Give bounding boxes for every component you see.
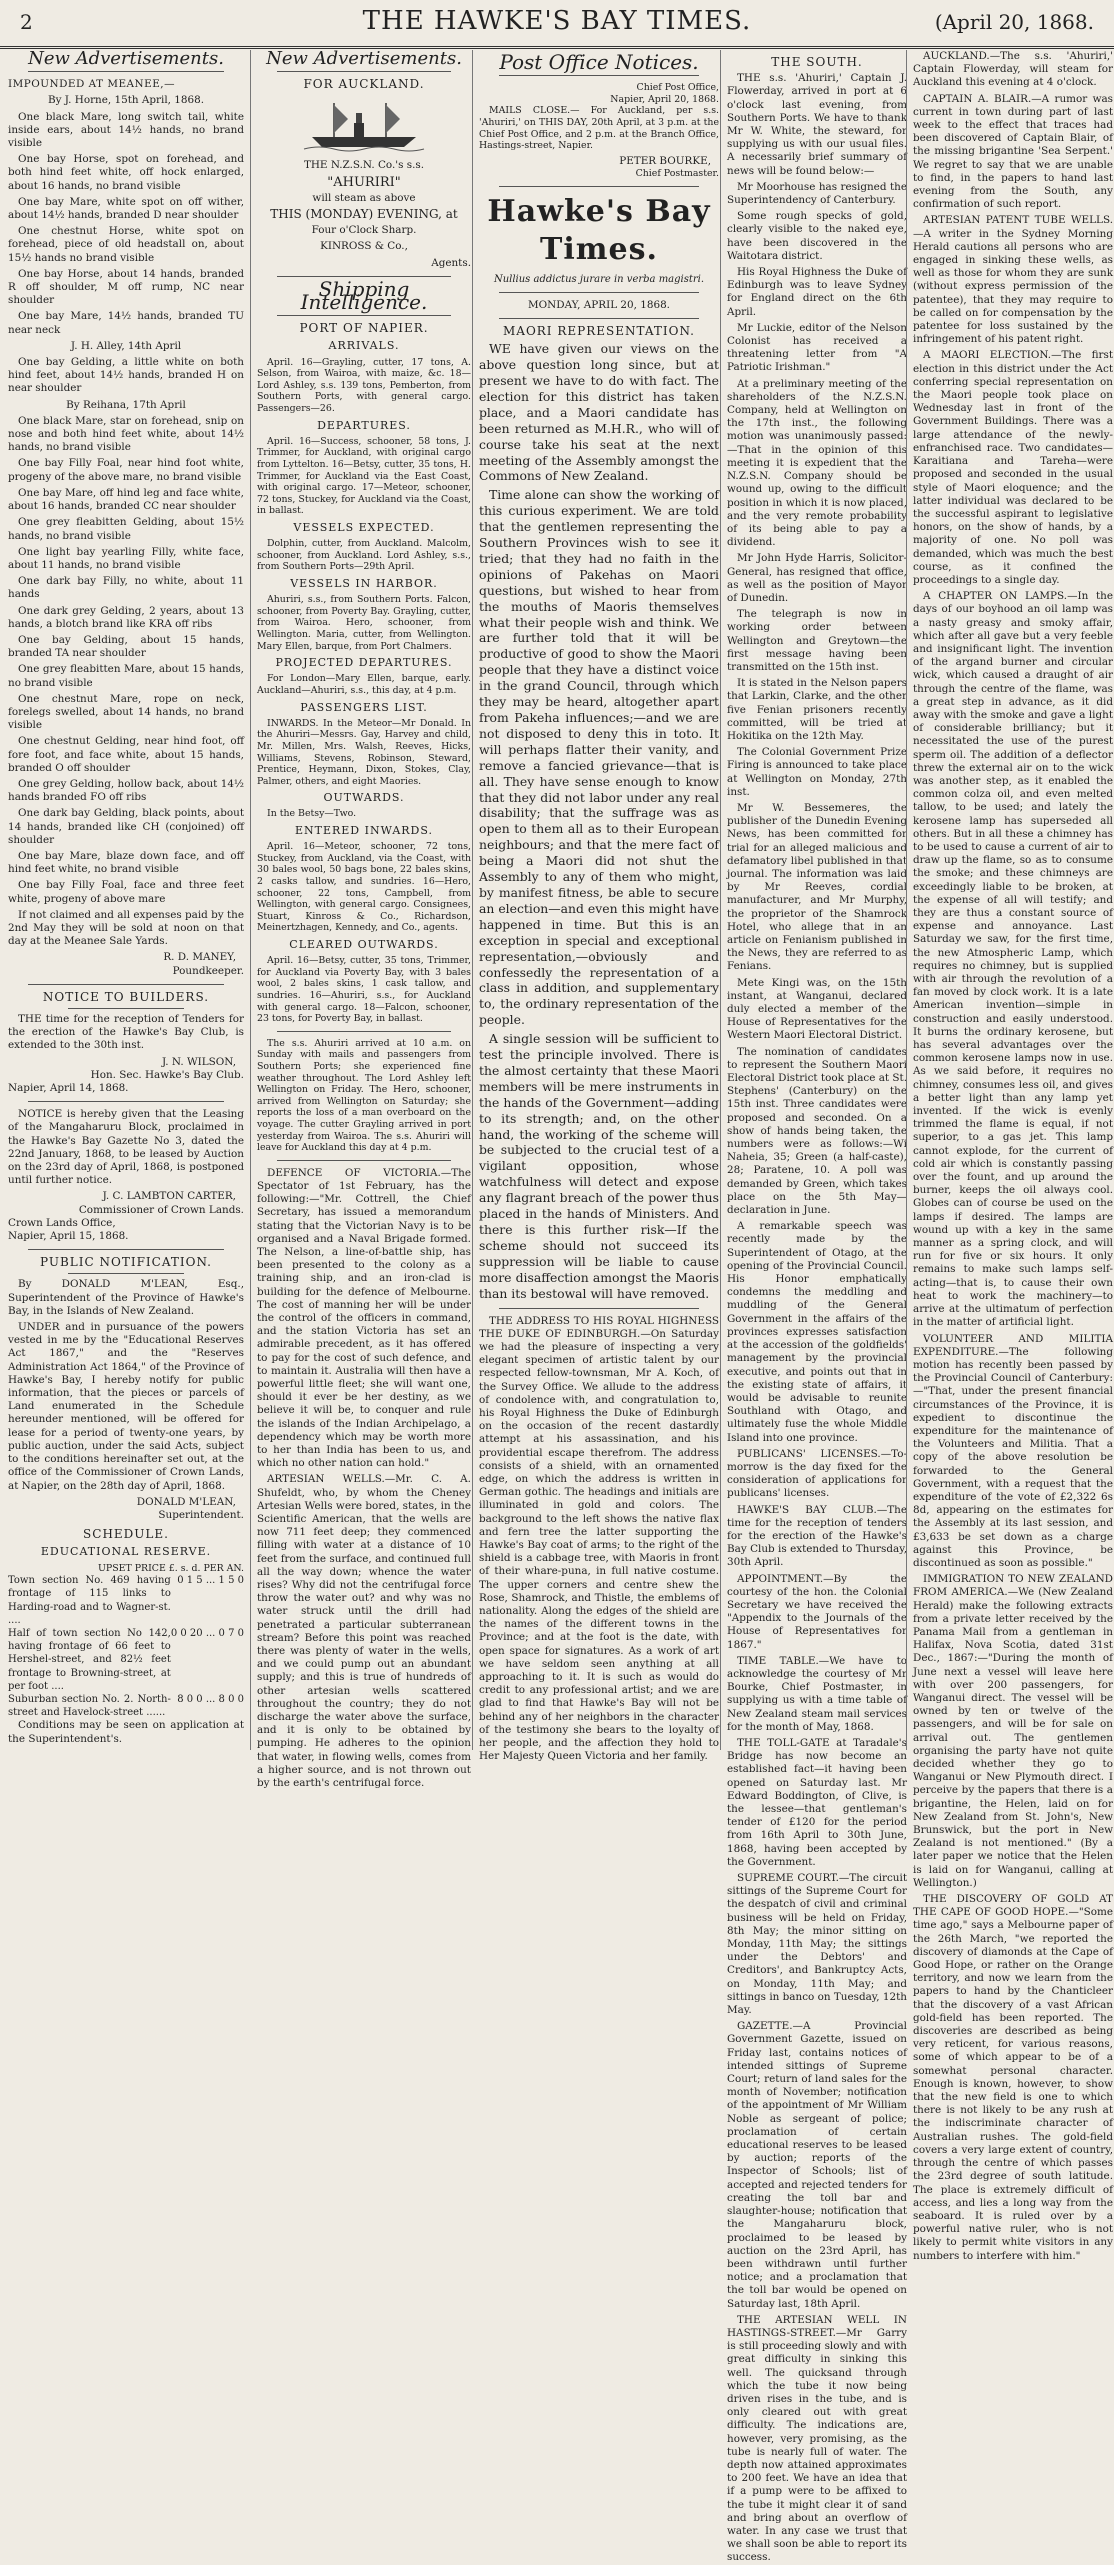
outwards-text: In the Betsy—Two. bbox=[267, 808, 357, 820]
auckland-ship-name: "AHURIRI" bbox=[327, 174, 401, 190]
schedule-table bbox=[8, 1574, 244, 1719]
steamship-icon bbox=[304, 97, 424, 153]
cleared-text: April. 16—Betsy, cutter, 35 tons, Trimmer, for Auckland via Poverty Bay, with 3 bales wool, 2 bales skins, 1 cask tallow, and sundries. 16—Ahuriri, s.s., for Auckland with general cargo. 18—Falcon, schooner, 23 tons, for Poverty Bay, in ballast. bbox=[257, 955, 471, 1025]
public-text: UNDER and in pursuance of the powers vested in me by the "Educational Reserves Act 1867," and the "Reserves Administration Act 1864," of the Province of Hawke's Bay, I hereby notify for public information, that the pieces or parcels of Land enumerated in the Schedule hereunder mentioned, will be offered for lease for a period of twenty-one years, by public auction, under the said Acts, subject to the conditions hereinafter set out, at the office of the Commissioner of Crown Lands, at Napier, on the 28th day of April, 1868. bbox=[8, 1321, 244, 1492]
post-office-title: Post Office Notices. bbox=[499, 50, 699, 74]
news-paragraph: The nomination of candidates to represent the Southern Maori Electoral District took place at St. Stephens' (Canterbury) on the 15th inst. Three candidates were proposed and seconded. On a show of hands being taken, the numbers were as follows:—Wi Naheia, 35; Green (a half-caste), 28; Paratene, 10. A poll was demanded by Green, which takes place on the 5th May—declaration in June. bbox=[727, 1045, 907, 1217]
divider bbox=[499, 318, 699, 319]
masthead bbox=[0, 0, 1114, 49]
news-paragraph: Mr Luckie, editor of the Nelson Colonist has received a threatening letter from "A Patriotic Irishman." bbox=[727, 321, 907, 374]
expected-text: Dolphin, cutter, from Auckland. Malcolm, schooner, from Auckland. Lord Ashley, s.s., from Southern Ports—29th April. bbox=[257, 538, 471, 573]
section-title: New Advertisements. bbox=[266, 48, 462, 69]
news-paragraph: SUPREME COURT.—The circuit sittings of the Supreme Court for the despatch of civil and criminal business will be held on Friday, 8th May; the minor sitting on Monday, 11th May; the sittings under the Debtors' and Creditors', and Bankruptcy Acts, on Monday, 11th May; and sittings in banco on Tuesday, 12th May. bbox=[727, 1872, 907, 2017]
schedule-row bbox=[8, 1693, 244, 1719]
impounded-item: One bay Filly Foal, near hind foot white, progeny of the above mare, no brand visible bbox=[8, 457, 244, 483]
impounded-item: One grey Gelding, hollow back, about 14½ hands branded FO off ribs bbox=[8, 777, 244, 804]
auckland-agent: KINROSS & Co., bbox=[320, 240, 408, 253]
schedule-row bbox=[8, 1627, 244, 1693]
entered-heading: ENTERED INWARDS. bbox=[294, 824, 434, 838]
post-office-date: Napier, April 20, 1868. bbox=[610, 93, 719, 105]
schedule-columns: UPSET PRICE £. s. d. PER AN. bbox=[98, 1562, 244, 1574]
post-office-place: Chief Post Office, bbox=[636, 82, 719, 94]
news-paragraph: Mr W. Bessemeres, the publisher of the Dunedin Evening News, has been committed for trial for an alleged malicious and defamatory libel published in that journal. The information was laid by Mr Reeves, cordial manufacturer, and Mr Murphy, the proprietor of the Shamrock Hotel, who allege that in an article on Fenianism published in the News, they are referred to as Fenians. bbox=[727, 801, 907, 973]
entered-text: April. 16—Meteor, schooner, 72 tons, Stuckey, from Auckland, via the Coast, with 30 bales wool, 50 bags bone, 22 bales skins, 2 casks tallow, and sundries. 16—Hero, schooner, 22 tons, Campbell, from Wellington, with general cargo. Consignees, Stuart, Kinross & Co., Richardson, Meinertzhagen, Kennedy, and Co., agents. bbox=[257, 841, 471, 934]
news-paragraph: Mete Kingi was, on the 15th instant, at Wanganui, declared duly elected a member of the House of Representatives for the Western Maori Electoral District. bbox=[727, 976, 907, 1042]
column-2 bbox=[250, 48, 477, 1790]
news-paragraph: A CHAPTER ON LAMPS.—In the days of our boyhood an oil lamp was a nasty greasy and smoky affair, which after all gave but a very feeble and insignificant light. The invention of the argand burner and circular wick, which caused a draught of air through the centre of the flame, was a great step in advance, as it did away with the smoke and gave a light of considerable brilliancy; but it necessitated the use of the purest sperm oil. The addition of a deflector threw the external air on to the wick was another step, as it enabled the common colza oil, and even melted tallow, to be used; and lately the kerosene lamp has superseded all others. But in all these a chimney has to be used to cause a current of air to draw up the flame, so as to consume the smoke; and these chimneys are exceedingly liable to be broken, at the expense of all will testify; and they are thus a constant source of expense and annoyance. Last Saturday we saw, for the first time, the new Atmospheric Lamp, which requires no chimney, but is supplied with air through the revolution of a fan moved by clock work. It is a late American invention—simple in construction and easily understood. It burns the ordinary kerosene, but has several advantages over the common kerosene lamps now in use. As we said before, it requires no chimney, consumes less oil, and gives a better light than any lamp yet invented. If the wick is evenly trimmed the flame is equal, if not superior, to a gas jet. This lamp cannot explode, for the current of cold air which is constantly passing over the fount, and up around the burner, keeps the oil always cool. Globes can of course be used on the lamps if desired. The lamps are wound up with a key in the same manner as a spring clock, and will run for five or six hours. It only remains to make such lamps self-acting—that is, to cause their own heat to work the machinery—to arrive at the ultimatum of perfection in the matter of artificial light. bbox=[913, 590, 1113, 1329]
article-paragraph: WE have given our views on the above question long since, but at present we have to do with fact. The election for this district has taken place, and a Maori candidate has been returned as M.H.R., who will of course take his seat at the next meeting of the Assembly amongst the Commons of New Zealand. bbox=[479, 341, 719, 484]
news-paragraph: At a preliminary meeting of the shareholders of the N.Z.S.N. Company, held at Wellington on the 17th inst., the following motion was unanimously passed:—That in the opinion of this meeting it is expedient that the N.Z.S.N. Company should be wound up, owing to the difficult position in which it is now placed, and the very remote probability of its being able to pay a dividend. bbox=[727, 377, 907, 549]
impounded-by: By Reihana, 17th April bbox=[66, 398, 186, 411]
news-paragraph: CAPTAIN A. BLAIR.—A rumor was current in town during part of last week to the effect that traces had been discovered of Captain Blair, of the missing brigantine 'Sea Serpent.' We regret to say that we are unable to find, in the papers to hand last evening from the South, any confirmation of such report. bbox=[913, 92, 1113, 211]
news-paragraph: HAWKE'S BAY CLUB.—The time for the reception of tenders for the erection of the Hawke's Bay Club is extended to Thursday, 30th April. bbox=[727, 1503, 907, 1569]
news-paragraph: A remarkable speech was recently made by the Superintendent of Otago, at the opening of the Provincial Council. His Honor emphatically condemns the meddling and muddling of the General Government in the affairs of the provinces expresses satisfaction at the accession of the goldfields' management by the provincial executive, and points out that in the existing state of affairs, it would be advisable to reunite Southland with Otago, and ultimately fuse the whole Middle Island into one province. bbox=[727, 1220, 907, 1444]
impounded-item: One grey fleabitten Gelding, about 15½ hands, no brand visible bbox=[8, 516, 244, 542]
article-paragraph: A single session will be sufficient to test the principle involved. There is the almost certainty that these Maori members will be mere instruments in the hands of the Government—adding to its strength; and, on the other hand, the working of the scheme will be subjected to the crucial test of a vigilant opposition, whose watchfulness will detect and expose any flagrant breach of the power thus placed in the hands of Ministers. And there is this further risk—If the scheme should not succeed its suppression will be liable to cause more disaffection amongst the Maoris than its bestowal will have removed. bbox=[479, 1031, 719, 1301]
news-paragraph: GAZETTE.—A Provincial Government Gazette, issued on Friday last, contains notices of intended sittings of Supreme Court; return of land sales for the month of November; notification of the appointment of Mr William Noble as sergeant of police; proclamation of certain educational reserves to be leased by auction; reports of the Inspector of Schools; list of accepted and rejected tenders for creating the toll bar and slaughter-house; notification that the Mangaharuru block, proclaimed to be leased by auction on the 23rd April, has been withdrawn until further notice; and a proclamation that the toll bar would be opened on Saturday last, 18th April. bbox=[727, 2020, 907, 2310]
auckland-line2: will steam as above bbox=[312, 191, 416, 204]
public-signature: DONALD M'LEAN, bbox=[136, 1495, 236, 1508]
passengers-heading: PASSENGERS LIST. bbox=[300, 700, 428, 714]
departures-heading: DEPARTURES. bbox=[317, 418, 411, 432]
arrivals-heading: ARRIVALS. bbox=[328, 339, 400, 353]
news-paragraph: THE ARTESIAN WELL IN HASTINGS-STREET.—Mr Garry is still proceeding slowly and with great difficulty in sinking this well. The quicksand through which the tube it now being driven rises in the tube, and is only cleared out with great difficulty. The indications are, however, very promising, as the tube is nearly full of water. The depth now attained approximates to 200 feet. We have an idea that if a pump were to be affixed to the tube it might clear it of sand and bring about an overflow of water. In any case we trust that we shall soon be able to report its success. bbox=[727, 2313, 907, 2564]
news-paragraph: PUBLICANS' LICENSES.—To-morrow is the day fixed for the consideration of applications for publicans' licenses. bbox=[727, 1447, 907, 1500]
address-article: THE ADDRESS TO HIS ROYAL HIGHNESS THE DUKE OF EDINBURGH.—On Saturday we had the pleasure of inspecting a very elegant specimen of artistic talent by our respected fellow-townsman, Mr A. Koch, of the Survey Office. We allude to the address of condolence with, and congratulation to, his Royal Highness the Duke of Edinburgh on the occasion of the recent dastardly attempt at his assassination, and his providential escape therefrom. The address consists of a shield, with an ornamented edge, on which the address is written in German gothic. The headings and initials are illuminated in gold and colors. The background to the left shows the native flax and fern tree the latter supporting the Hawke's Bay coat of arms; to the right of the shield is a cabbage tree, with Maoris in front of their whare-puna, in full native costume. The upper corners and centre shew the Rose, Shamrock, and Thistle, the emblems of nationality. Along the edges of the shield are the names of the different towns in the Province; and at the foot is the date, with open space for signatures. As a work of art we have seldom seen anything at all approaching to it. It is such as would do credit to any professional artist; and we are glad to find that Hawke's Bay will not be behind any of her neighbors in the character of the testimony she bears to the loyalty of her people, and the affection they hold to Her Majesty Queen Victoria and her family. bbox=[479, 1314, 719, 1763]
builders-heading: NOTICE TO BUILDERS. bbox=[42, 989, 210, 1004]
news-paragraph: ARTESIAN PATENT TUBE WELLS.—A writer in the Sydney Morning Herald cautions all persons who are engaged in sinking these wells, as well as those for whom they are sunk (without express permission of the patentee), that they may require to be called on for compensation by the patentee for loss sustained by the infringement of his patent right. bbox=[913, 214, 1113, 346]
impounded-item: One chestnut Gelding, near hind foot, off fore foot, and face white, about 15 hands, branded O off shoulder bbox=[8, 735, 244, 774]
divider bbox=[277, 315, 451, 316]
paper-motto: Nullius addictus jurare in verba magistri. bbox=[493, 273, 705, 285]
schedule-desc: Town section No. 469 having frontage of 115 links to Harding-road and to Wagner-st. .... bbox=[8, 1575, 171, 1626]
schedule-heading: SCHEDULE. bbox=[83, 1527, 169, 1542]
public-heading: PUBLIC NOTIFICATION. bbox=[40, 1255, 212, 1270]
column-1 bbox=[8, 50, 250, 1750]
section-title: New Advertisements. bbox=[28, 48, 224, 69]
divider bbox=[277, 1160, 451, 1161]
south-heading: THE SOUTH. bbox=[771, 55, 863, 69]
divider bbox=[28, 984, 224, 985]
schedule-row bbox=[8, 1574, 244, 1627]
outwards-heading: OUTWARDS. bbox=[323, 791, 405, 805]
auckland-heading: FOR AUCKLAND. bbox=[303, 77, 425, 92]
column-4 bbox=[720, 50, 913, 2564]
builders-date: Napier, April 14, 1868. bbox=[8, 1082, 129, 1095]
impounded-list-reihana bbox=[8, 415, 244, 906]
impounded-item: One bay Filly Foal, face and three feet white, progeny of above mare bbox=[8, 879, 244, 905]
builders-title: Hon. Sec. Hawke's Bay Club. bbox=[90, 1068, 244, 1081]
impounded-item: One bay Horse, spot on forehead, and both hind feet white, off hock enlarged, about 16 hands, no brand visible bbox=[8, 153, 244, 192]
divider bbox=[28, 1101, 224, 1102]
impounded-item: One light bay yearling Filly, white face, about 11 hands, no brand visible bbox=[8, 545, 244, 571]
news-paragraph: THE s.s. 'Ahuriri,' Captain J. Flowerday, arrived in port at 6 o'clock last evening, from Southern Ports. We have to thank Mr W. White, the steward, for supplying us with our usual files. A necessarily brief summary of news will be found below:— bbox=[727, 72, 907, 177]
impounded-by: By J. Horne, 15th April, 1868. bbox=[47, 94, 205, 107]
pound-title: Poundkeeper. bbox=[172, 964, 244, 977]
divider bbox=[499, 75, 699, 76]
news-paragraph: The telegraph is now in working order between Wellington and Greytown—the first message having been transmitted on the 15th inst. bbox=[727, 608, 907, 673]
impounded-item: One bay Gelding, about 15 hands, branded TA near shoulder bbox=[8, 633, 244, 660]
issue-date-header: (April 20, 1868. bbox=[934, 10, 1094, 34]
news-paragraph: THE DISCOVERY OF GOLD AT THE CAPE OF GOOD HOPE.—"Some time ago," says a Melbourne paper of the 26th March, "we reported the discovery of diamonds at the Cape of Good Hope, or rather on the Orange territory, and now we learn from the papers to hand by the Chanticleer that the discovery of a vast African gold-field has been reported. The discoveries are described as being very reticent, for various reasons, some of which appear to be of a somewhat personal character. Enough is known, however, to show that the new field is one to which there is not likely to be any rush at the indiscriminate character of Australian rushes. The gold-field covers a very large extent of country, through the centre of which passes the 23rd degree of south latitude. The place is extremely difficult of access, and lies a long way from the seaboard. It is ruled over by a powerful native ruler, who is not likely to permit white visitors in any numbers to interfere with him." bbox=[913, 1893, 1113, 2262]
impounded-item: One bay Gelding, a little white on both hind feet, about 14½ hands, branded H on near shoulder bbox=[8, 356, 244, 395]
notice-text: NOTICE is hereby given that the Leasing of the Mangaharuru Block, proclaimed in the Hawke's Bay Gazette No 3, dated the 22nd January, 1868, to be leased by Auction on the 23rd day of April, 1868, is postponed until further notice. bbox=[8, 1108, 244, 1187]
divider bbox=[277, 71, 451, 72]
news-paragraph: The Colonial Government Prize Firing is announced to take place at Wellington on Monday, 27th inst. bbox=[727, 746, 907, 798]
schedule-amount: 8 0 0 ... 8 0 0 bbox=[177, 1693, 244, 1705]
news-paragraph: APPOINTMENT.—By the courtesy of the hon. the Colonial Secretary we have received the "Appendix to the Journals of the House of Representatives for 1867." bbox=[727, 1572, 907, 1651]
news-paragraph: VOLUNTEER AND MILITIA EXPENDITURE.—The following motion has recently been passed by the Provincial Council of Canterbury:—"That, under the present financial circumstances of the Province, it is expedient to discontinue the expenditure for the maintenance of the Volunteers and Militia. That a copy of the above resolution be forwarded to the General Government, with a request that the expenditure of the vote of £2,322 6s 8d, appearing on the estimates for the Assembly at its last session, and £3,633 be set down as a charge against this Province, be discontinued as soon as possible." bbox=[913, 1332, 1113, 1569]
arrivals-text: April. 16—Grayling, cutter, 17 tons, A. Selson, from Wairoa, with maize, &c. 18—Lord Ashley, s.s. 139 tons, Pemberton, from Southern Ports, with general cargo. Passengers—26. bbox=[257, 356, 471, 415]
article-paragraph: Time alone can show the working of this curious experiment. We are told that the gentlemen representing the Southern Provinces wish to see it tried; that they had no faith in the opinions of Pakehas on Maori questions, but wished to hear from the mouths of Maoris themselves what their people wish and think. We are further told that it will be productive of good to show the Maori people that they have a distinct voice in the grand Council, through which they may be heard, altogether apart from Pakeha influences;—and we are not disposed to deny this in toto. It will perhaps flatter their vanity, and remove a fancied grievance—that is all. They have sense enough to know that they did not labor under any real disability; that the suffrage was as open to them all as to their European neighbours; and that the mere fact of being a Maori did not shut the Assembly to any of them who might, by manifest fitness, be able to secure an election—and even this might have happened in time. But this is an exception in special and exceptional representation,—obviously and confessedly the representation of a class in addition, and supplementary to, the ordinary representation of the people. bbox=[479, 487, 719, 1028]
schedule-desc: Half of town section No 142, having frontage of 66 feet to Hershel-street, and 82½ feet frontage to Browning-street, at per foot .... bbox=[8, 1627, 171, 1692]
impounded-item: One grey fleabitten Mare, about 15 hands, no brand visible bbox=[8, 663, 244, 689]
divider bbox=[499, 292, 699, 293]
divider bbox=[68, 1273, 184, 1274]
divider bbox=[499, 1308, 699, 1309]
news-paragraph: THE TOLL-GATE at Taradale's Bridge has now become an established fact—it having been opened on Saturday last. Mr Edward Boddington, of Clive, is the lessee—that gentleman's tender of £120 for the period from 16th April to 30th June, 1868, having been accepted by the Government. bbox=[727, 1736, 907, 1868]
issue-date: MONDAY, APRIL 20, 1868. bbox=[528, 298, 670, 311]
divider bbox=[499, 186, 699, 187]
news-paragraph: A MAORI ELECTION.—The first election in this district under the Act conferring special representation on the Maori people took place on Wednesday last in front of the Government Buildings. There was a large attendance of the newly-enfranchised race. Two candidates—Karaitiana and Tareha—were proposed and seconded in the usual style of Maori eloquence; and the latter individual was declared to be the successful aspirant to legislative honors, on the show of hands, by a majority of one. No poll was demanded, which was much the best course, as it confined the proceedings to a single day. bbox=[913, 349, 1113, 586]
divider bbox=[68, 1008, 184, 1009]
departures-text: April. 16—Success, schooner, 58 tons, J. Trimmer, for Auckland, with original cargo from Lyttelton. 16—Betsy, cutter, 35 tons, H. Trimmer, for Auckland via the East Coast, with original cargo. 17—Meteor, schooner, 72 tons, Stuckey, for Auckland via the Coast, in ballast. bbox=[257, 435, 471, 517]
passengers-text: INWARDS. In the Meteor—Mr Donald. In the Ahuriri—Messrs. Gay, Harvey and child, Mr. Millen, Mrs. Walsh, Reeves, Hicks, Williams, Stevens, Robinson, Steward, Prentice, Heymann, Dixon, Stokes, Clay, Palmer, others, and eight Maories. bbox=[257, 717, 471, 787]
news-paragraph: Mr John Hyde Harris, Solicitor-General, has resigned that office, as well as the position of Mayor of Dunedin. bbox=[727, 552, 907, 604]
shipping-title: Shipping Intelligence. bbox=[300, 276, 428, 315]
public-by: By DONALD M'LEAN, Esq., Superintendent of the Province of Hawke's Bay, in the Islands of New Zealand. bbox=[8, 1278, 244, 1317]
shipping-news: The s.s. Ahuriri arrived at 10 a.m. on Sunday with mails and passengers from Southern Ports; she experienced fine weather throughout. The Lord Ashley left Wellington on Friday. The Hero, schooner, arrived from Wellington on Saturday; she reports the loss of a man overboard on the voyage. The cutter Grayling arrived in port yesterday from Wairoa. The s.s. Ahuriri will leave for Auckland this day at 4 p.m. bbox=[257, 1037, 471, 1154]
divider bbox=[28, 71, 224, 72]
impounded-item: One bay Mare, off hind leg and face white, about 16 hands, branded CC near shoulder bbox=[8, 486, 244, 513]
impounded-item: One dark grey Gelding, 2 years, about 13 hands, a blotch brand like KRA off ribs bbox=[8, 604, 244, 630]
post-signature-title: Chief Postmaster. bbox=[635, 167, 719, 179]
news-paragraph: Mr Moorhouse has resigned the Superintendency of Canterbury. bbox=[727, 180, 907, 207]
auckland-line3: THIS (MONDAY) EVENING, at bbox=[270, 207, 458, 222]
harbor-text: Ahuriri, s.s., from Southern Ports. Falcon, schooner, from Poverty Bay. Grayling, cutter, from Wairoa. Hero, schooner, from Wellington. Maria, cutter, from Wellington. Mary Ellen, barque, from Port Chalmers. bbox=[257, 594, 471, 652]
news-paragraph: TIME TABLE.—We have to acknowledge the courtesy of Mr Bourke, Chief Postmaster, in supplying us with a time table of New Zealand steam mail services for the month of May, 1868. bbox=[727, 1654, 907, 1733]
artesian-article: ARTESIAN WELLS.—Mr. C. A. Shufeldt, who, by whom the Cheney Artesian Wells were bored, states, in the Scientific American, that the wells are now 711 feet deep; they commenced filling with water at a distance of 10 feet from the surface, and continued full all the way down; whence the water rises? Why did not the centrifugal force throw the water out? and why was no water struck until the drill had penetrated a particular subterranean stream? Before this point was reached there was plenty of water in the wells, and we could pump out an abundant supply; and this is true of hundreds of other artesian wells scattered throughout the country; they do not discharge the water above the surface, and it is only to be obtained by pumping. He adheres to the opinion that water, in flowing wells, comes from a higher source, and is not thrown out by the earth's centrifugal force. bbox=[257, 1473, 471, 1790]
builders-text: THE time for the reception of Tenders for the erection of the Hawke's Bay Club, is extended to the 30th inst. bbox=[8, 1013, 244, 1052]
impounded-list-alley bbox=[8, 356, 244, 396]
notice-date: Napier, April 15, 1868. bbox=[8, 1230, 129, 1243]
column-5 bbox=[906, 50, 1113, 2262]
news-paragraph: His Royal Highness the Duke of Edinburgh was to leave Sydney for England direct on the 6th April. bbox=[727, 266, 907, 318]
schedule-conditions: Conditions may be seen on application at the Superintendent's. bbox=[8, 1719, 244, 1745]
projected-heading: PROJECTED DEPARTURES. bbox=[275, 656, 453, 670]
auckland-line1: THE N.Z.S.N. Co.'s s.s. bbox=[303, 159, 425, 172]
auckland-agents-label: Agents. bbox=[431, 256, 471, 269]
port-heading: PORT OF NAPIER. bbox=[299, 321, 429, 336]
schedule-subheading: EDUCATIONAL RESERVE. bbox=[40, 1545, 212, 1559]
projected-text: For London—Mary Ellen, barque, early. Auckland—Ahuriri, s.s., this day, at 4 p.m. bbox=[257, 673, 471, 696]
schedule-desc: Suburban section No. 2. North-street and Havelock-street ...... bbox=[8, 1693, 171, 1719]
schedule-amount: 0 0 20 ... 0 7 0 bbox=[170, 1627, 244, 1639]
impounded-item: One bay Mare, blaze down face, and off hind feet white, no brand visible bbox=[8, 849, 244, 876]
article-heading: MAORI REPRESENTATION. bbox=[502, 323, 695, 338]
paper-title: Hawke's Bay Times. bbox=[487, 193, 711, 267]
leading-article bbox=[479, 341, 719, 1301]
newspaper-title: THE HAWKE'S BAY TIMES. bbox=[362, 6, 752, 36]
impounded-item: One chestnut Mare, rope on neck, forelegs swelled, about 14 hands, no brand visible bbox=[8, 692, 244, 732]
impounded-item: One dark bay Filly, no white, about 11 hands bbox=[8, 575, 244, 601]
divider bbox=[28, 1249, 224, 1250]
news-paragraph: IMMIGRATION TO NEW ZEALAND FROM AMERICA.—We (New Zealand Herald) make the following extracts from a private letter received by the Panama Mail from a gentleman in Halifax, Nova Scotia, dated 31st Dec., 1867:—"During the month of June next a vessel will leave here with over 200 passengers, for Wanganui direct. The vessel will be owned by ten or twelve of the passengers, and will be for sale on arrival out. The gentlemen organising the party have not quite decided whether they go to Wanganui or New Plymouth direct. I perceive by the papers that there is a brigantine, the Helen, laid on for New Zealand from St. John's, New Brunswick, but the port in New Zealand is not mentioned." (By a later paper we notice that the Helen is laid on for Wanganui, calling at Wellington.) bbox=[913, 1573, 1113, 1889]
notice-office: Crown Lands Office, bbox=[8, 1216, 116, 1229]
pound-note: If not claimed and all expenses paid by the 2nd May they will be sold at noon on that day at the Meanee Sale Yards. bbox=[8, 908, 244, 948]
expected-heading: VESSELS EXPECTED. bbox=[293, 520, 435, 534]
south-news bbox=[727, 72, 907, 2564]
pound-signature: R. D. MANEY, bbox=[163, 951, 236, 964]
impounded-item: One chestnut Horse, white spot on forehead, piece of old headstall on, about 15½ hands no brand visible bbox=[8, 225, 244, 264]
auckland-line4: Four o'Clock Sharp. bbox=[311, 224, 417, 237]
column-3 bbox=[472, 50, 725, 1763]
local-news bbox=[913, 50, 1113, 2263]
mails-text: MAILS CLOSE.— For Auckland, per s.s. 'Ahuriri,' on THIS DAY, 20th April, at 3 p.m. at the Chief Post Office, and 2 p.m. at the Branch Office, Hastings-street, Napier. bbox=[479, 105, 719, 152]
schedule-amount: 0 1 5 ... 1 5 0 bbox=[177, 1575, 244, 1587]
impounded-item: One black Mare, long switch tail, white inside ears, about 14½ hands, no brand visible bbox=[8, 110, 244, 150]
harbor-heading: VESSELS IN HARBOR. bbox=[290, 576, 438, 590]
victoria-article: DEFENCE OF VICTORIA.—The Spectator of 1st February, has the following:—"Mr. Cottrell, the Chief Secretary, has issued a memorandum stating that the Victorian Navy is to be organised and a Naval Brigade formed. The Nelson, a line-of-battle ship, has been presented to the colony as a training ship, and an iron-clad is building for the defence of Melbourne. The cost of manning her will be under the control of the officers in command, and the station Victoria has set an admirable precedent, as it has offered to pay for the cost of such defence, and to maintain it. Australia will then have a powerful little fleet; she will want one, should it ever be her destiny, as we believe it will be, to conquer and rule the islands of the Indian Archipelago, a dependency which may be worth more to her than India has been to us, and which no other nation can hold." bbox=[257, 1166, 471, 1470]
builders-signature: J. N. WILSON, bbox=[161, 1055, 236, 1068]
notice-title: Commissioner of Crown Lands. bbox=[78, 1203, 244, 1216]
news-paragraph: AUCKLAND.—The s.s. 'Ahuriri,' Captain Flowerday, will steam for Auckland this evening at 4 o'clock. bbox=[913, 50, 1113, 89]
page-number: 2 bbox=[20, 10, 33, 34]
impounded-item: One bay Mare, 14½ hands, branded TU near neck bbox=[8, 310, 244, 336]
impounded-item: One bay Horse, about 14 hands, branded R off shoulder, M off rump, NC near shoulder bbox=[8, 267, 244, 307]
impounded-list-horne bbox=[8, 111, 244, 337]
impounded-by: J. H. Alley, 14th April bbox=[70, 339, 182, 352]
news-paragraph: It is stated in the Nelson papers that Larkin, Clarke, and the other five Fenian prisoners recently committed, will be tried at Hokitika on the 12th May. bbox=[727, 677, 907, 742]
post-signature: PETER BOURKE, bbox=[619, 154, 711, 167]
divider bbox=[277, 1031, 451, 1032]
cleared-heading: CLEARED OUTWARDS. bbox=[289, 938, 439, 952]
notice-signature: J. C. LAMBTON CARTER, bbox=[102, 1190, 236, 1203]
impounded-heading: IMPOUNDED AT MEANEE,— bbox=[8, 78, 176, 91]
news-paragraph: Some rough specks of gold, clearly visible to the naked eye, have been discovered in the Waitotara district. bbox=[727, 210, 907, 262]
impounded-item: One dark bay Gelding, black points, about 14 hands, branded like CH (conjoined) off shoulder bbox=[8, 807, 244, 846]
impounded-item: One bay Mare, white spot on off wither, about 14½ hands, branded D near shoulder bbox=[8, 195, 244, 222]
impounded-item: One black Mare, star on forehead, snip on nose and both hind feet white, about 14½ hands, no brand visible bbox=[8, 414, 244, 454]
public-title: Superintendent. bbox=[158, 1508, 244, 1521]
